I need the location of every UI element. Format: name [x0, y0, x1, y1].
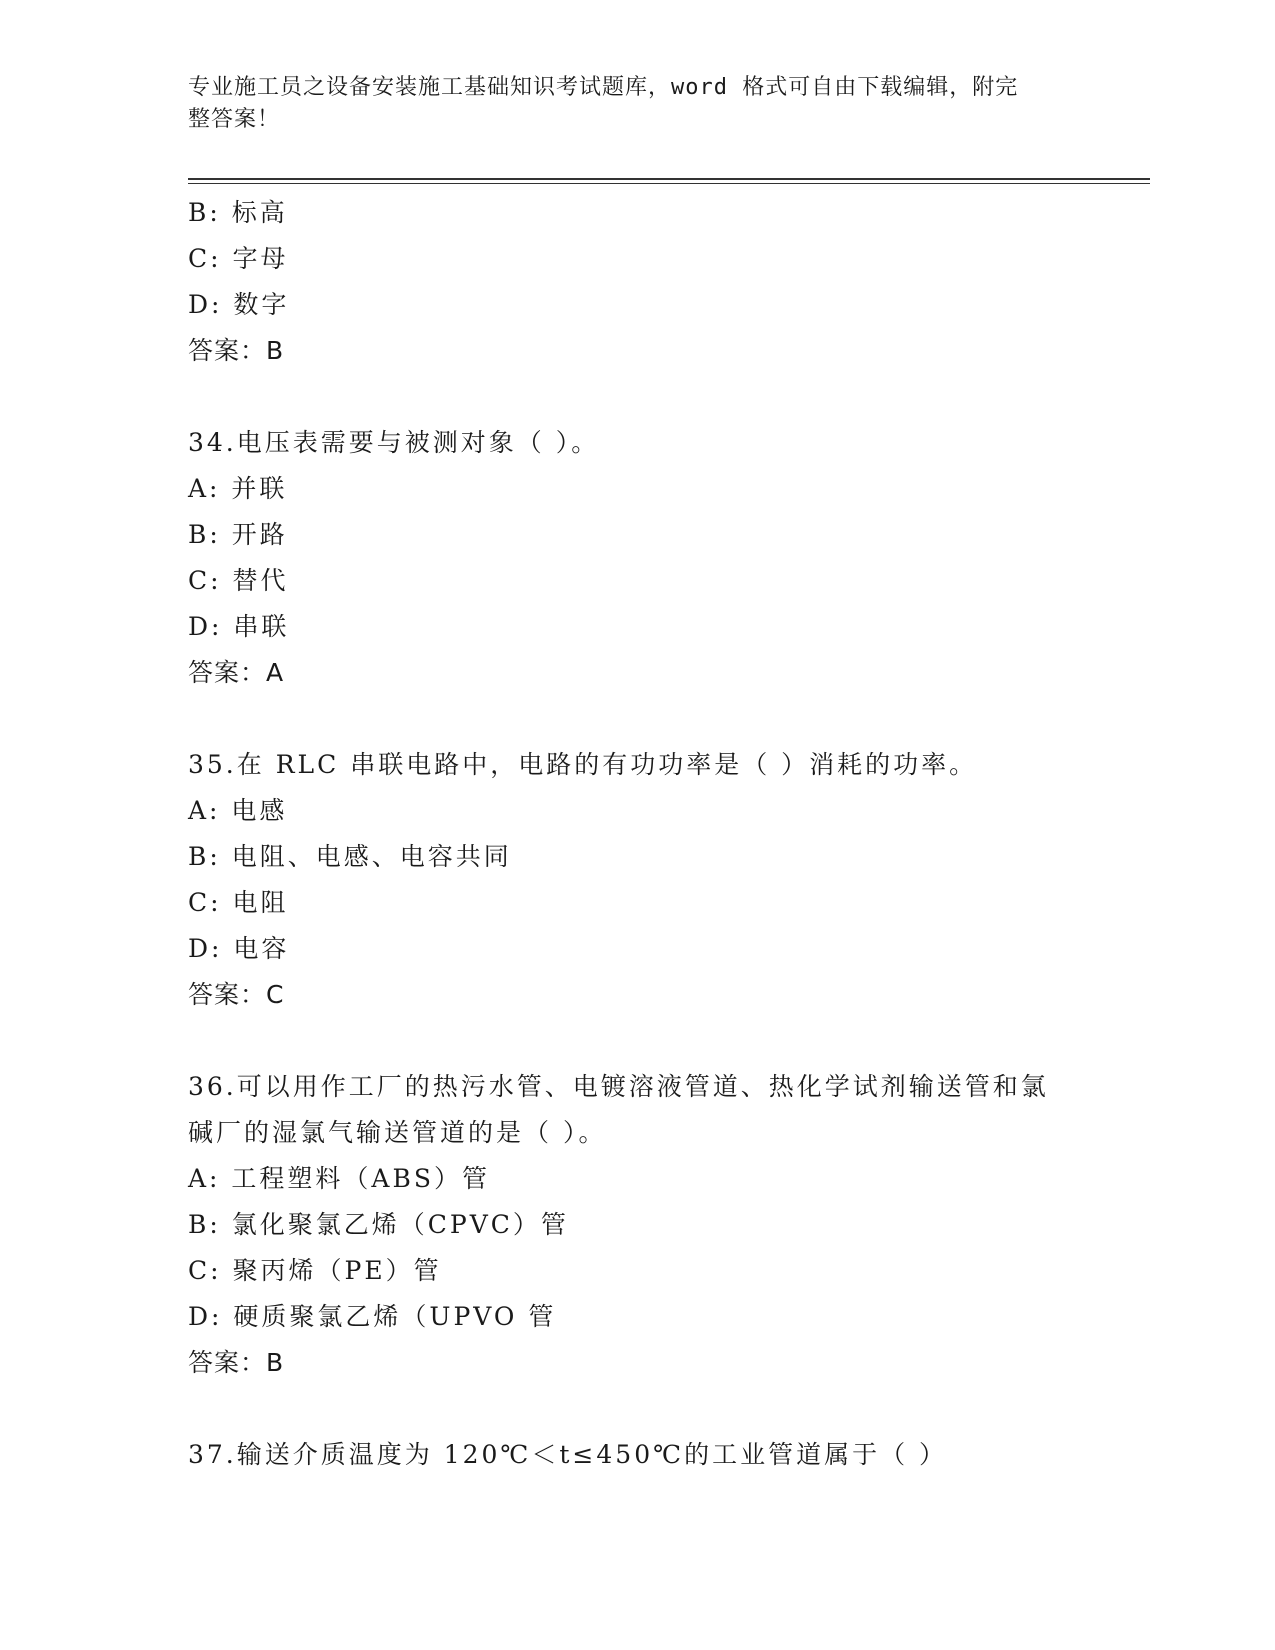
answer-line: 答案：A	[188, 658, 285, 687]
question-list	[188, 190, 1088, 1478]
answer-line: 答案：B	[188, 1348, 285, 1377]
question-stem: 36.可以用作工厂的热污水管、电镀溶液管道、热化学试剂输送管和氯	[188, 1072, 1049, 1101]
option-a: A: 工程塑料（ABS）管	[188, 1164, 490, 1193]
spacer	[188, 696, 1088, 742]
header-line-1: 专业施工员之设备安装施工基础知识考试题库，word 格式可自由下载编辑，附完	[188, 75, 1019, 100]
question-stem: 37.输送介质温度为 120℃＜t≤450℃的工业管道属于（ ）	[188, 1440, 948, 1469]
option-d: D: 串联	[188, 612, 290, 641]
option-b: B: 开路	[188, 520, 288, 549]
page-header	[188, 72, 1068, 136]
question-stem: 35.在 RLC 串联电路中，电路的有功功率是（ ）消耗的功率。	[188, 750, 978, 779]
spacer	[188, 374, 1088, 420]
question-stem-continued: 碱厂的湿氯气输送管道的是（ ）。	[188, 1118, 607, 1147]
option-c: C: 电阻	[188, 888, 289, 917]
option-c: C: 聚丙烯（PE）管	[188, 1256, 442, 1285]
question-stem: 34.电压表需要与被测对象（ ）。	[188, 428, 600, 457]
answer-line: 答案：B	[188, 336, 285, 365]
spacer	[188, 1018, 1088, 1064]
question-block-37	[188, 1432, 1088, 1478]
option-d: D: 硬质聚氯乙烯（UPVO 管	[188, 1302, 557, 1331]
header-line-2: 整答案！	[188, 107, 281, 132]
question-block-35	[188, 742, 1088, 1018]
option-a: A: 电感	[188, 796, 288, 825]
option-d: D: 电容	[188, 934, 290, 963]
question-block-34	[188, 420, 1088, 696]
header-divider-thin	[188, 183, 1150, 184]
answer-line: 答案：C	[188, 980, 285, 1009]
question-block-36	[188, 1064, 1088, 1386]
option-a: A: 并联	[188, 474, 288, 503]
spacer	[188, 1386, 1088, 1432]
option-d: D: 数字	[188, 290, 290, 319]
option-b: B: 氯化聚氯乙烯（CPVC）管	[188, 1210, 569, 1239]
option-c: C: 字母	[188, 244, 289, 273]
option-b: B: 标高	[188, 198, 288, 227]
option-b: B: 电阻、电感、电容共同	[188, 842, 512, 871]
header-divider-thick	[188, 178, 1150, 180]
option-c: C: 替代	[188, 566, 289, 595]
question-block-33	[188, 190, 1088, 374]
